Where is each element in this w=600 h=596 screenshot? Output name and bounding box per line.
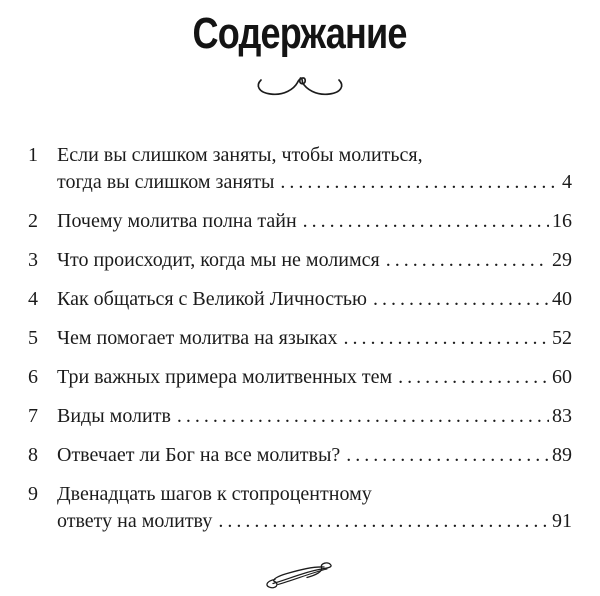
chapter-title: Отвечает ли Бог на все молитвы? [57,444,341,466]
dot-leader [177,403,549,430]
chapter-title-row [57,508,572,535]
toc-entry [28,403,572,430]
dot-leader [346,442,549,469]
chapter-title: Если вы слишком заняты, чтобы молиться, [57,144,423,166]
chapter-title-row [57,142,572,169]
page-number: 91 [552,510,572,532]
top-divider [0,72,600,102]
toc-entry [28,442,572,469]
chapter-title-row [57,247,572,274]
chapter-title: Почему молитва полна тайн [57,210,297,232]
chapter-title: Что происходит, когда мы не молимся [57,249,380,271]
page-number: 89 [552,444,572,466]
toc-entry [28,325,572,352]
chapter-number: 7 [28,405,38,427]
dot-leader [218,508,549,535]
page-number: 16 [552,210,572,232]
toc-entry [28,481,572,535]
chapter-entry [57,286,572,313]
toc-entry [28,208,572,235]
page-number: 29 [552,249,572,271]
page-number: 60 [552,366,572,388]
chapter-title-row [57,286,572,313]
chapter-entry [57,142,572,196]
chapter-title-row [57,208,572,235]
chapter-number: 6 [28,366,38,388]
toc-entry [28,247,572,274]
chapter-title: Как общаться с Великой Личностью [57,288,367,310]
chapter-title-row [57,481,572,508]
dot-leader [303,208,549,235]
dot-leader [280,169,559,196]
chapter-number: 5 [28,327,38,349]
chapter-title-row [57,325,572,352]
chapter-entry [57,325,572,352]
toc-entry [28,364,572,391]
table-of-contents [28,142,572,547]
chapter-entry [57,442,572,469]
chapter-number: 4 [28,288,38,310]
chapter-title-row [57,169,572,196]
dot-leader [344,325,550,352]
chapter-title: Двенадцать шагов к стопроцентному [57,483,372,505]
chapter-number: 9 [28,483,38,505]
page-number: 40 [552,288,572,310]
chapter-entry [57,481,572,535]
chapter-entry [57,208,572,235]
page-number: 4 [562,171,572,193]
chapter-entry [57,364,572,391]
toc-entry [28,142,572,196]
s-swash-flourish-icon [261,558,339,592]
page-number: 83 [552,405,572,427]
page-title [0,8,600,60]
double-curl-flourish-icon [254,72,346,102]
chapter-entry [57,403,572,430]
chapter-title: Виды молитв [57,405,171,427]
dot-leader [386,247,549,274]
chapter-title: Чем помогает молитва на языках [57,327,338,349]
page-title-text: Содержание [192,9,408,58]
chapter-title-row [57,403,572,430]
chapter-title: тогда вы слишком заняты [57,171,275,193]
chapter-number: 3 [28,249,38,271]
chapter-title-row [57,442,572,469]
page-number: 52 [552,327,572,349]
dot-leader [373,286,549,313]
chapter-title: Три важных примера молитвенных тем [57,366,393,388]
dot-leader [398,364,549,391]
chapter-title: ответу на молитву [57,510,213,532]
chapter-number: 8 [28,444,38,466]
chapter-title-row [57,364,572,391]
chapter-number: 2 [28,210,38,232]
chapter-number: 1 [28,144,38,166]
bottom-divider [0,558,600,592]
chapter-entry [57,247,572,274]
toc-entry [28,286,572,313]
